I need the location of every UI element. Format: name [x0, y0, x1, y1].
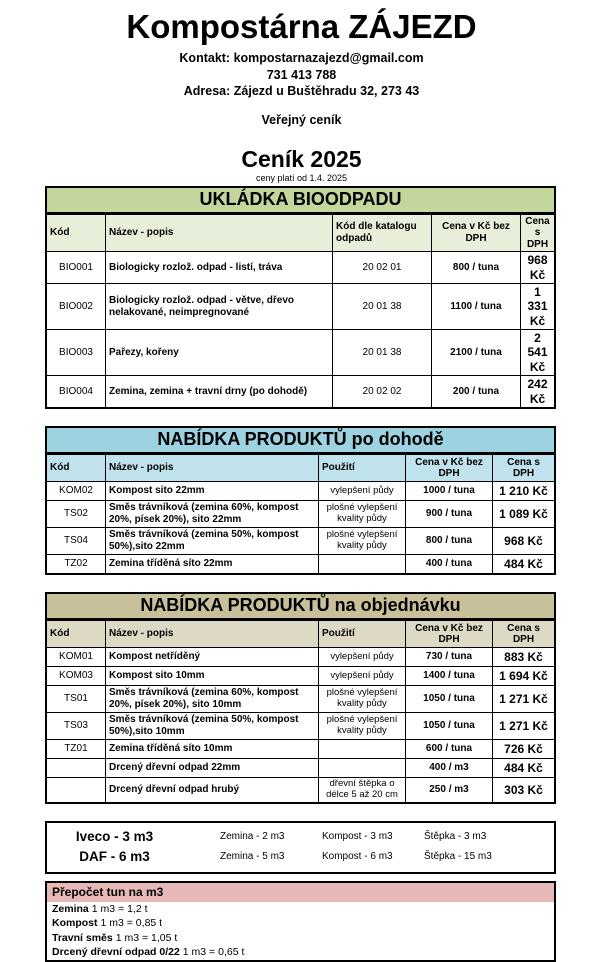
conversion-row [47, 902, 554, 917]
table-cell: 400 / m3 [406, 759, 493, 778]
capacity-item: Štěpka - 3 m3 [424, 831, 487, 843]
content-column [45, 186, 556, 962]
conversion-value: 1 m3 = 1,05 t [115, 931, 178, 944]
table-cell: 303 Kč [493, 778, 556, 803]
table-cell: Směs trávníková (zemina 50%, kompost 50%),sito 22mm [106, 528, 319, 555]
table-title: UKLÁDKA BIOODPADU [45, 186, 556, 213]
products-order-table [45, 592, 556, 804]
table-cell: Kompost sito 10mm [106, 667, 319, 686]
conversion-title: Přepočet tun na m3 [47, 883, 554, 902]
table-cell: 800 / tuna [432, 252, 521, 284]
table-cell: 1400 / tuna [406, 667, 493, 686]
table-cell: 1 271 Kč [493, 713, 556, 740]
table-cell: TZ02 [46, 555, 106, 575]
column-header: Kód [46, 214, 106, 252]
conversion-value: 1 m3 = 0,65 t [182, 946, 245, 959]
table-cell: Biologicky rozlož. odpad - větve, dřevo nelakované, neimpregnované [106, 283, 333, 329]
table-cell [46, 778, 106, 803]
table-cell: 484 Kč [493, 759, 556, 778]
table-cell: vylepšení půdy [319, 648, 406, 667]
table-row [46, 555, 555, 575]
table-cell: Směs trávníková (zemina 50%, kompost 50%),sito 10mm [106, 713, 319, 740]
table-cell: 1050 / tuna [406, 686, 493, 713]
column-header: Použití [319, 620, 406, 648]
table-cell: 200 / tuna [432, 376, 521, 408]
table-cell: KOM02 [46, 482, 106, 501]
table-cell: 1050 / tuna [406, 713, 493, 740]
column-header: Název - popis [106, 454, 319, 482]
table-cell: 800 / tuna [406, 528, 493, 555]
table-cell: 250 / m3 [406, 778, 493, 803]
conversion-label: Travní směs [52, 931, 113, 944]
table-row [46, 667, 555, 686]
table-cell [319, 555, 406, 575]
company-title: Kompostárna ZÁJEZD [126, 8, 477, 45]
table-cell: BIO002 [46, 283, 106, 329]
table-cell: 1 694 Kč [493, 667, 556, 686]
table-cell: 2 541 Kč [521, 330, 556, 376]
column-header: Název - popis [106, 214, 333, 252]
table-cell: TS04 [46, 528, 106, 555]
conversion-row [47, 916, 554, 931]
column-header: Cena s DPH [521, 214, 556, 252]
table-cell: 1 089 Kč [493, 501, 556, 528]
column-header: Název - popis [106, 620, 319, 648]
vehicle-label: Iveco - 3 m3 [75, 829, 154, 845]
table-cell: plošné vylepšení kvality půdy [319, 501, 406, 528]
transport-row [47, 827, 554, 847]
capacity-item: Kompost - 6 m3 [322, 851, 393, 863]
table-row [46, 713, 555, 740]
pricelist-title: Ceník 2025 [241, 145, 362, 172]
table-cell: plošné vylepšení kvality půdy [319, 713, 406, 740]
conversion-label: Kompost [52, 917, 98, 930]
transport-capacity-box [45, 821, 556, 874]
column-header: Kód dle katalogu odpadů [333, 214, 432, 252]
table-cell: BIO004 [46, 376, 106, 408]
table-cell: 20 02 01 [333, 252, 432, 284]
table-cell: Kompost netříděný [106, 648, 319, 667]
table-cell: 1 210 Kč [493, 482, 556, 501]
table-cell: KOM01 [46, 648, 106, 667]
table-row [46, 528, 555, 555]
table-cell: TS01 [46, 686, 106, 713]
table-cell: Drcený dřevní odpad 22mm [106, 759, 319, 778]
column-header: Cena s DPH [493, 620, 556, 648]
table-cell: KOM03 [46, 667, 106, 686]
capacity-item: Štěpka - 15 m3 [424, 851, 492, 863]
table-cell: Drcený dřevní odpad hrubý [106, 778, 319, 803]
header-row [46, 214, 555, 252]
contact-line: Kontakt: kompostarnazajezd@gmail.com [179, 51, 424, 65]
table-cell: 730 / tuna [406, 648, 493, 667]
table-row [46, 252, 555, 284]
conversion-row [47, 931, 554, 946]
table-cell: 968 Kč [493, 528, 556, 555]
table-cell: Zemina tříděná síto 10mm [106, 740, 319, 759]
table-cell: 242 Kč [521, 376, 556, 408]
table-cell: 1100 / tuna [432, 283, 521, 329]
table-cell: Směs trávníková (zemina 60%, kompost 20%, písek 20%), sito 22mm [106, 501, 319, 528]
table-cell: plošné vylepšení kvality půdy [319, 528, 406, 555]
column-header: Cena s DPH [493, 454, 556, 482]
column-header: Kód [46, 620, 106, 648]
table-cell: 400 / tuna [406, 555, 493, 575]
table-cell: TZ01 [46, 740, 106, 759]
conversion-value: 1 m3 = 1,2 t [91, 902, 148, 915]
conversion-label: Drcený dřevní odpad 0/22 [52, 946, 180, 959]
table-row [46, 740, 555, 759]
document-header [0, 0, 603, 127]
vehicle-label: DAF - 6 m3 [79, 849, 150, 865]
table-cell: 484 Kč [493, 555, 556, 575]
table-cell: 1000 / tuna [406, 482, 493, 501]
capacity-item: Zemina - 2 m3 [220, 831, 285, 843]
table-row [46, 778, 555, 803]
bio-waste-table [45, 186, 556, 409]
capacity-item: Zemina - 5 m3 [220, 851, 285, 863]
table-cell: Zemina, zemina + travní drny (po dohodě) [106, 376, 333, 408]
table-cell: 600 / tuna [406, 740, 493, 759]
table-cell: 883 Kč [493, 648, 556, 667]
products-agreement-table [45, 426, 556, 575]
table-cell: Kompost sito 22mm [106, 482, 319, 501]
table-row [46, 482, 555, 501]
table-cell: 900 / tuna [406, 501, 493, 528]
table-cell: Biologicky rozlož. odpad - listí, tráva [106, 252, 333, 284]
table-cell: TS02 [46, 501, 106, 528]
header-row [46, 620, 555, 648]
table-row [46, 501, 555, 528]
public-pricelist-label: Veřejný ceník [261, 112, 342, 127]
column-header: Cena v Kč bez DPH [432, 214, 521, 252]
table-row [46, 330, 555, 376]
table-cell: 20 01 38 [333, 283, 432, 329]
table-cell: TS03 [46, 713, 106, 740]
column-header: Cena v Kč bez DPH [406, 620, 493, 648]
table-title: NABÍDKA PRODUKTŮ na objednávku [45, 592, 556, 619]
table-cell: Směs trávníková (zemina 60%, kompost 20%, písek 20%), sito 10mm [106, 686, 319, 713]
table-cell: 20 01 38 [333, 330, 432, 376]
table-cell [319, 740, 406, 759]
validity-note: ceny platí od 1.4. 2025 [255, 172, 348, 183]
table-cell: 968 Kč [521, 252, 556, 284]
column-header: Použití [319, 454, 406, 482]
table-title: NABÍDKA PRODUKTŮ po dohodě [45, 426, 556, 453]
table-cell: vylepšení půdy [319, 482, 406, 501]
conversion-label: Zemina [52, 902, 89, 915]
conversion-box [45, 881, 556, 962]
address-line: Adresa: Zájezd u Buštěhradu 32, 273 43 [183, 84, 420, 98]
table-cell: BIO003 [46, 330, 106, 376]
table-cell: 20 02 02 [333, 376, 432, 408]
table-cell: 2100 / tuna [432, 330, 521, 376]
capacity-item: Kompost - 3 m3 [322, 831, 393, 843]
conversion-row [47, 945, 554, 960]
table-cell: BIO001 [46, 252, 106, 284]
table-cell: Pařezy, kořeny [106, 330, 333, 376]
table-cell: 1 331 Kč [521, 283, 556, 329]
table-row [46, 283, 555, 329]
phone-line: 731 413 788 [266, 67, 337, 82]
table-cell: 726 Kč [493, 740, 556, 759]
column-header: Cena v Kč bez DPH [406, 454, 493, 482]
table-cell [46, 759, 106, 778]
table-cell: 1 271 Kč [493, 686, 556, 713]
table-cell: plošné vylepšení kvality půdy [319, 686, 406, 713]
header-row [46, 454, 555, 482]
table-cell [319, 759, 406, 778]
table-cell: vylepšení půdy [319, 667, 406, 686]
table-cell: Zemina tříděná síto 22mm [106, 555, 319, 575]
table-row [46, 376, 555, 408]
table-row [46, 648, 555, 667]
transport-row [47, 847, 554, 867]
table-row [46, 686, 555, 713]
table-row [46, 759, 555, 778]
column-header: Kód [46, 454, 106, 482]
table-cell: dřevní štěpka o délce 5 až 20 cm [319, 778, 406, 803]
conversion-value: 1 m3 = 0,85 t [100, 917, 163, 930]
